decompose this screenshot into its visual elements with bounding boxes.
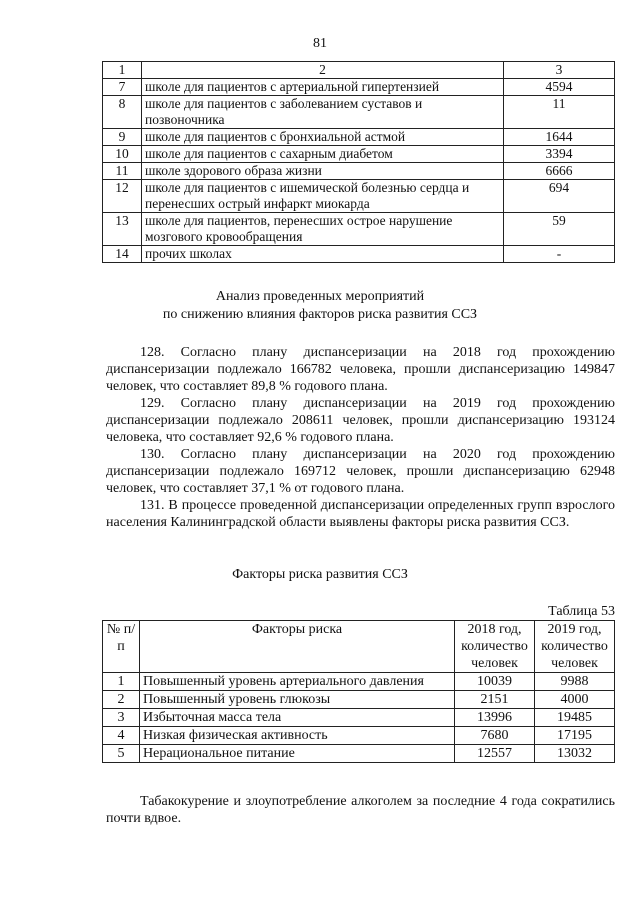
paragraph-129 bbox=[106, 395, 615, 446]
row-name: школе для пациентов с ишемической болезнью сердца и перенесших острый инфаркт миокарда bbox=[142, 180, 504, 213]
row-name: школе для пациентов, перенесших острое нарушение мозгового кровообращения bbox=[142, 213, 504, 246]
row-number: 10 bbox=[103, 146, 142, 163]
column-number-header: № п/п bbox=[103, 621, 140, 673]
table-row bbox=[103, 691, 615, 709]
column-value-header: 3 bbox=[504, 62, 615, 79]
paragraph-text: 129. Согласно плану диспансеризации на 2019 год прохождению диспансеризации подлежало 208611 человек, прошли диспансеризацию 193124 человека, что составляет 92,6 % годового плана. bbox=[106, 396, 615, 445]
row-2018: 12557 bbox=[455, 745, 535, 763]
row-name: школе для пациентов с сахарным диабетом bbox=[142, 146, 504, 163]
row-number: 7 bbox=[103, 79, 142, 96]
row-2018: 2151 bbox=[455, 691, 535, 709]
row-name: школе для пациентов с заболеванием суставов и позвоночника bbox=[142, 96, 504, 129]
row-factor: Низкая физическая активность bbox=[140, 727, 455, 745]
column-2018-header: 2018 год, количество человек bbox=[455, 621, 535, 673]
section-heading-line-2: по снижению влияния факторов риска развития ССЗ bbox=[162, 307, 478, 322]
column-name-header: 2 bbox=[142, 62, 504, 79]
row-2018: 7680 bbox=[455, 727, 535, 745]
column-number-header: 1 bbox=[103, 62, 142, 79]
row-value: 3394 bbox=[504, 146, 615, 163]
row-number: 3 bbox=[103, 709, 140, 727]
row-factor: Избыточная масса тела bbox=[140, 709, 455, 727]
row-factor: Повышенный уровень глюкозы bbox=[140, 691, 455, 709]
row-number: 4 bbox=[103, 727, 140, 745]
risk-factors-table bbox=[102, 620, 615, 763]
table-row bbox=[103, 163, 615, 180]
row-number: 5 bbox=[103, 745, 140, 763]
table-header-row bbox=[103, 62, 615, 79]
paragraph-128 bbox=[106, 344, 615, 395]
table-row bbox=[103, 673, 615, 691]
table-row bbox=[103, 96, 615, 129]
table-row bbox=[103, 727, 615, 745]
section-heading-line-1: Анализ проведенных мероприятий bbox=[215, 289, 425, 304]
paragraph-text: 128. Согласно плану диспансеризации на 2018 год прохождению диспансеризации подлежало 166782 человека, прошли диспансеризацию 149847 человек, что составляет 89,8 % годового плана. bbox=[106, 345, 615, 394]
closing-paragraph bbox=[106, 793, 615, 827]
table-row bbox=[103, 246, 615, 263]
row-value: - bbox=[504, 246, 615, 263]
row-value: 1644 bbox=[504, 129, 615, 146]
paragraph-text: Табакокурение и злоупотребление алкоголем за последние 4 года сократились почти вдвое. bbox=[106, 794, 615, 826]
row-value: 6666 bbox=[504, 163, 615, 180]
row-2019: 19485 bbox=[535, 709, 615, 727]
table-row bbox=[103, 745, 615, 763]
row-value: 4594 bbox=[504, 79, 615, 96]
row-2018: 10039 bbox=[455, 673, 535, 691]
row-factor: Нерациональное питание bbox=[140, 745, 455, 763]
column-2019-header: 2019 год, количество человек bbox=[535, 621, 615, 673]
paragraph-130 bbox=[106, 446, 615, 497]
row-number: 2 bbox=[103, 691, 140, 709]
row-number: 12 bbox=[103, 180, 142, 213]
row-2019: 17195 bbox=[535, 727, 615, 745]
table-row bbox=[103, 180, 615, 213]
row-2019: 13032 bbox=[535, 745, 615, 763]
table-row bbox=[103, 709, 615, 727]
row-name: школе для пациентов с бронхиальной астмой bbox=[142, 129, 504, 146]
row-number: 11 bbox=[103, 163, 142, 180]
row-number: 9 bbox=[103, 129, 142, 146]
row-name: школе здорового образа жизни bbox=[142, 163, 504, 180]
row-name: прочих школах bbox=[142, 246, 504, 263]
table-row bbox=[103, 129, 615, 146]
schools-table bbox=[102, 61, 615, 263]
paragraph-text: 130. Согласно плану диспансеризации на 2020 год прохождению диспансеризации подлежало 169712 человек, прошли диспансеризацию 62948 человек, что составляет 37,1 % от годового плана. bbox=[106, 447, 615, 496]
row-number: 8 bbox=[103, 96, 142, 129]
page-number: 81 bbox=[313, 36, 327, 51]
table-row bbox=[103, 146, 615, 163]
row-value: 59 bbox=[504, 213, 615, 246]
row-2019: 9988 bbox=[535, 673, 615, 691]
row-2018: 13996 bbox=[455, 709, 535, 727]
paragraph-131 bbox=[106, 497, 615, 531]
row-value: 11 bbox=[504, 96, 615, 129]
table-row bbox=[103, 213, 615, 246]
table2-title: Факторы риска развития ССЗ bbox=[232, 567, 408, 582]
column-factor-header: Факторы риска bbox=[140, 621, 455, 673]
row-number: 13 bbox=[103, 213, 142, 246]
paragraph-text: 131. В процессе проведенной диспансеризации определенных групп взрослого населения Калининградской области выявлены факторы риска развития ССЗ. bbox=[106, 498, 615, 530]
row-name: школе для пациентов с артериальной гипертензией bbox=[142, 79, 504, 96]
row-2019: 4000 bbox=[535, 691, 615, 709]
row-factor: Повышенный уровень артериального давления bbox=[140, 673, 455, 691]
table-row bbox=[103, 79, 615, 96]
table-header-row bbox=[103, 621, 615, 673]
row-number: 1 bbox=[103, 673, 140, 691]
row-value: 694 bbox=[504, 180, 615, 213]
table2-caption: Таблица 53 bbox=[548, 604, 615, 619]
row-number: 14 bbox=[103, 246, 142, 263]
